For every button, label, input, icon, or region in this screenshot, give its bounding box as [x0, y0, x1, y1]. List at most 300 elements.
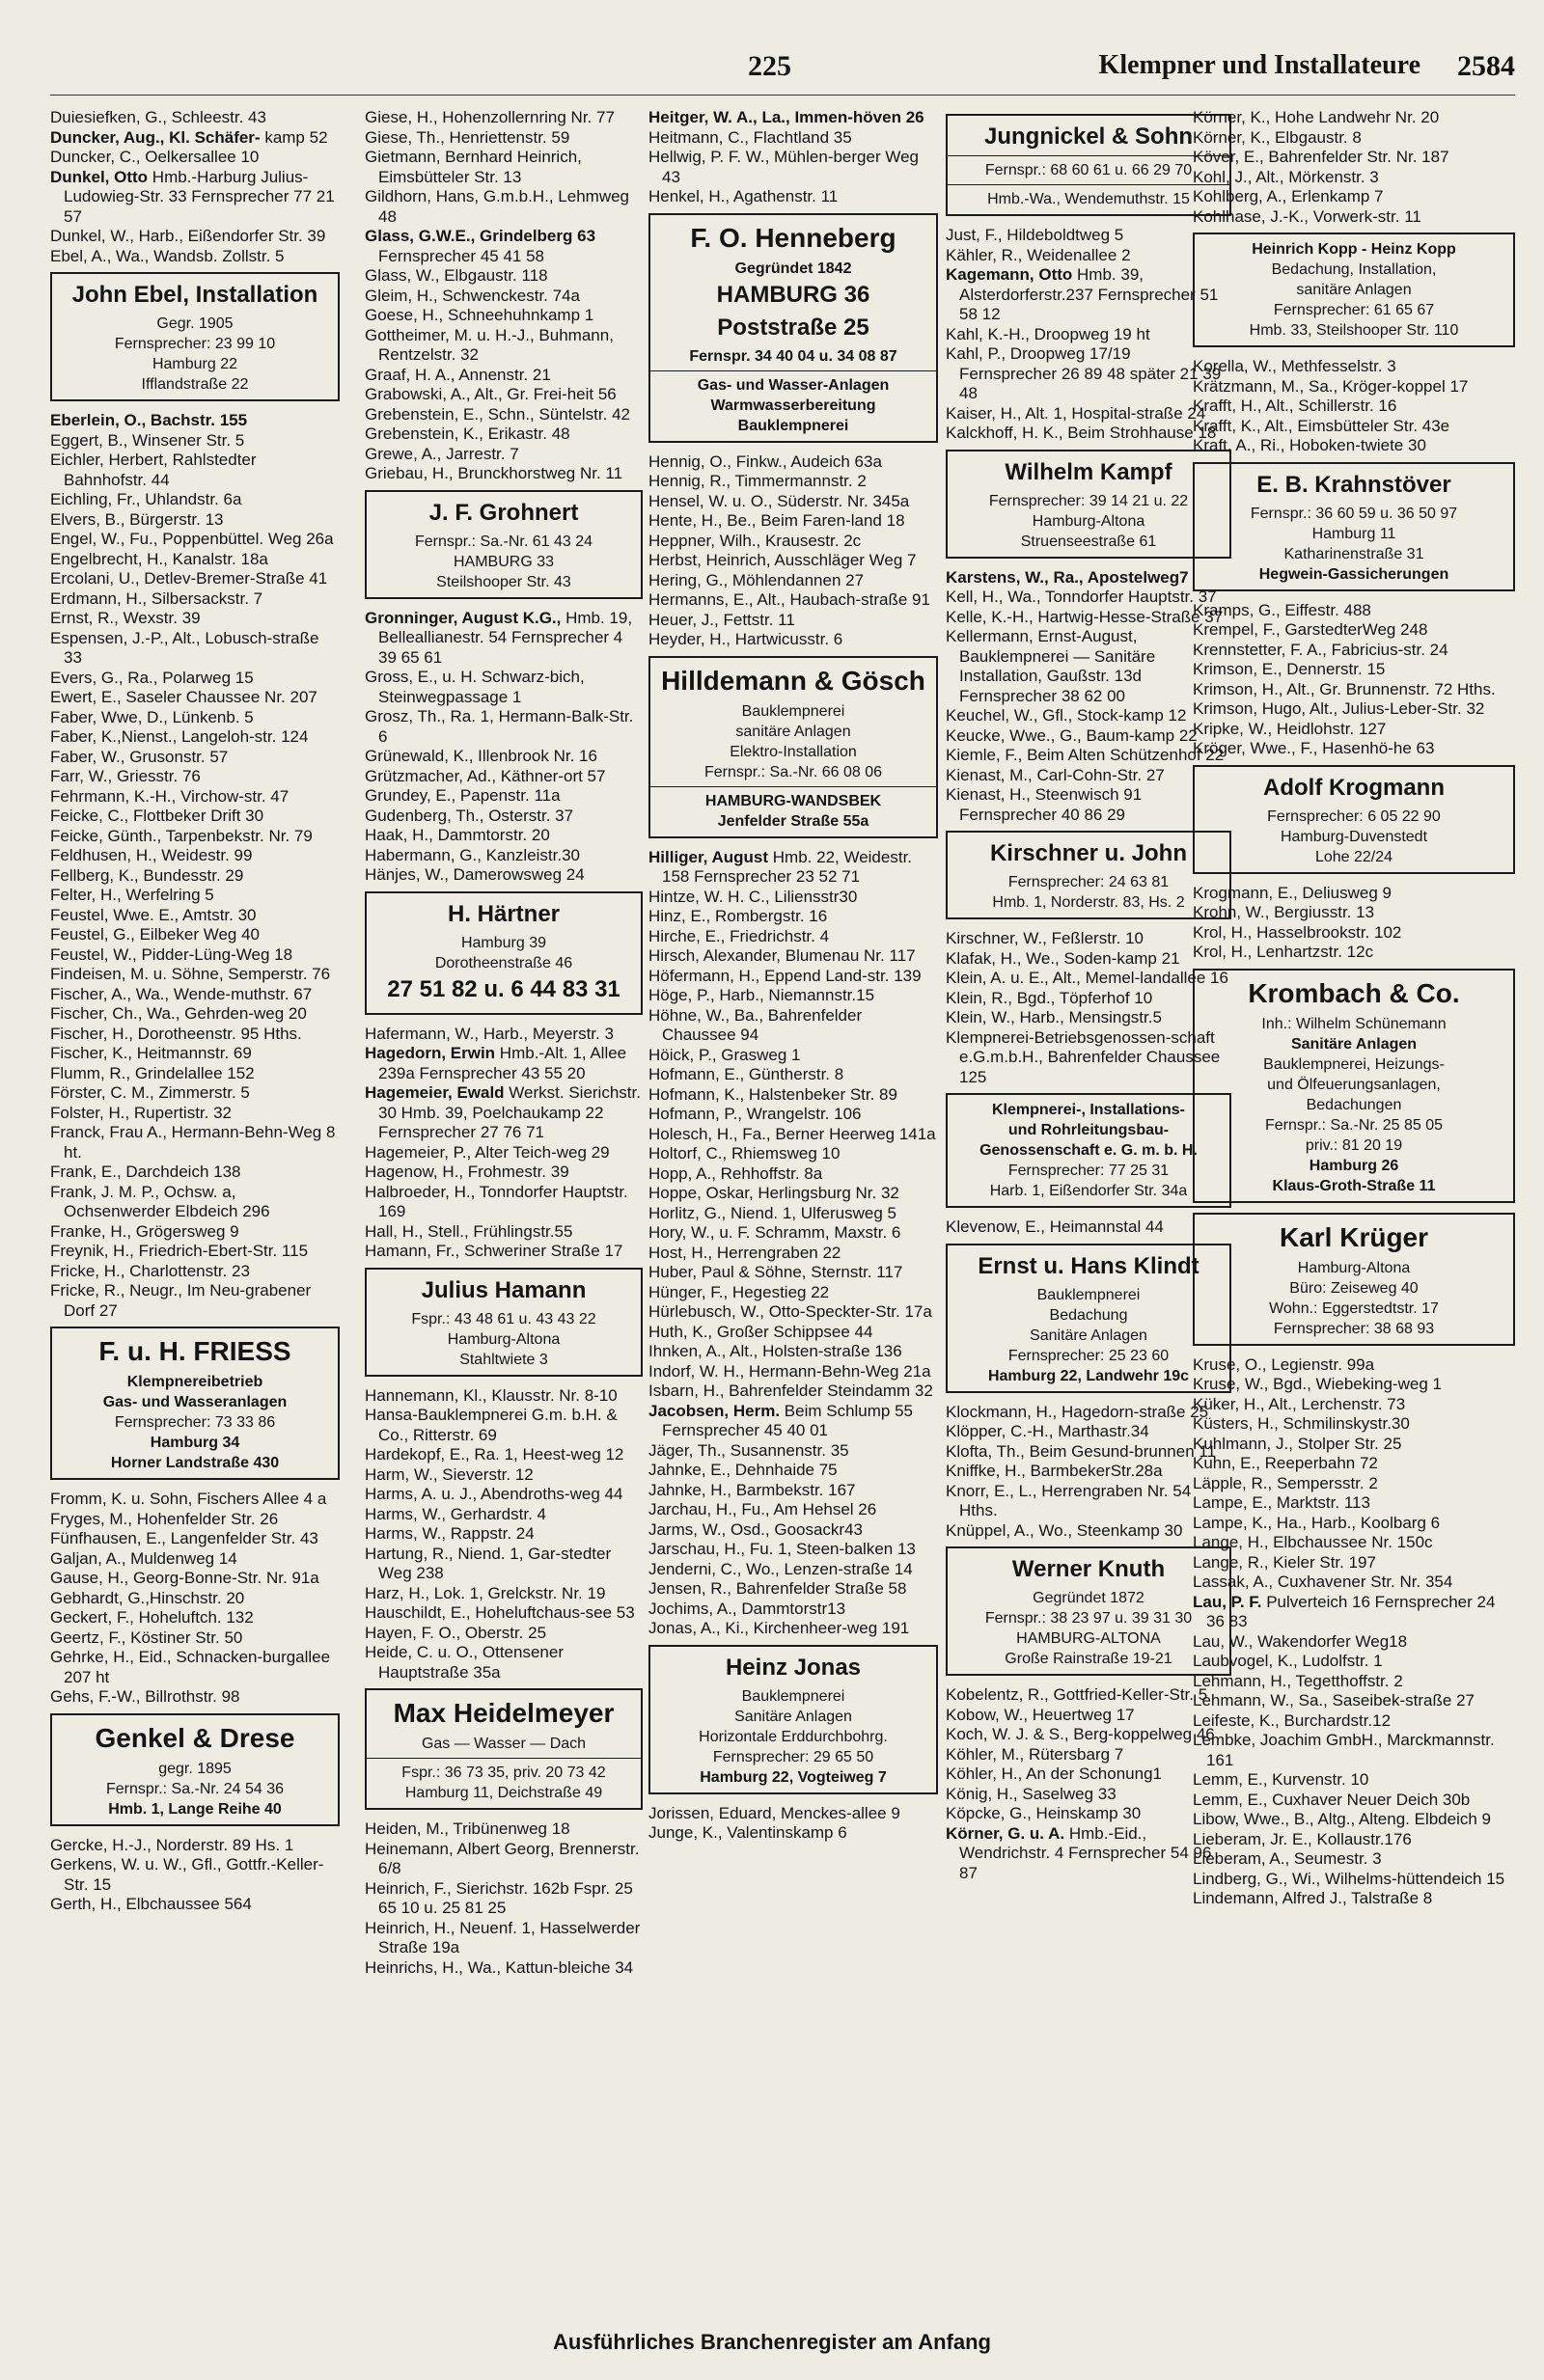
- entry-text: Läpple, R., Sempersstr. 2: [1193, 1473, 1378, 1492]
- directory-entry: [50, 807, 340, 827]
- ad-line: Hamburg-Altona: [1032, 512, 1145, 530]
- entry-text: Körner, K., Elbgaustr. 8: [1193, 127, 1362, 147]
- ad-line: Wilhelm Kampf: [1005, 458, 1172, 485]
- entry-text: Kienast, H., Steenwisch 91 Fernsprecher 40 86 29: [946, 785, 1143, 824]
- entry-text: Hagemeier, P., Alter Teich-weg 29: [365, 1142, 610, 1162]
- entry-text: Klein, W., Harb., Mensingstr.5: [946, 1008, 1162, 1026]
- directory-entry: [648, 532, 938, 552]
- entry-text: Fischer, A., Wa., Wende-muthstr. 67: [50, 984, 313, 1003]
- ad-line: Fernspr.: Sa.-Nr. 25 85 05: [1264, 1116, 1444, 1134]
- ad-line: Dorotheenstraße 46: [434, 954, 573, 971]
- ad-line: Fernspr.: Sa.-Nr. 24 54 36: [105, 1780, 285, 1797]
- directory-entry: [648, 1105, 938, 1125]
- entry-text: Krennstetter, F. A., Fabricius-str. 24: [1193, 640, 1448, 659]
- advertisement-box: [50, 1327, 340, 1480]
- ad-line: Stahltwiete 3: [459, 1351, 548, 1368]
- directory-entry: [946, 246, 1231, 266]
- entry-text: Lampe, E., Marktstr. 113: [1193, 1493, 1370, 1512]
- entry-text: Horlitz, G., Niend. 1, Ulferusweg 5: [648, 1203, 896, 1222]
- directory-entry: [50, 451, 340, 490]
- entry-text: Isbarn, H., Bahrenfelder Steindamm 32: [648, 1381, 933, 1400]
- entry-text: Herbst, Heinrich, Ausschläger Weg 7: [648, 551, 917, 569]
- directory-entry: [648, 927, 938, 947]
- entry-name-bold: Jacobsen, Herm.: [648, 1401, 781, 1420]
- ad-line: Klaus-Groth-Straße 11: [1272, 1177, 1436, 1194]
- directory-entry: [946, 1706, 1231, 1726]
- directory-entry: [1193, 1691, 1515, 1711]
- entry-text: Kruse, O., Legienstr. 99a: [1193, 1354, 1375, 1374]
- directory-entry: [1193, 1770, 1515, 1791]
- entry-text: Hering, G., Möhlendannen 27: [648, 570, 865, 589]
- column-1: [50, 108, 340, 1915]
- ad-line: Horner Landstraße 430: [110, 1455, 280, 1471]
- entry-text: Kähler, R., Weidenallee 2: [946, 245, 1131, 264]
- directory-entry: [648, 1402, 938, 1441]
- advertisement-box: [648, 656, 938, 838]
- entry-text: Grützmacher, Ad., Käthner-ort 57: [365, 766, 606, 785]
- entry-text: Klein, A. u. E., Alt., Memel-landallee 16: [946, 969, 1228, 987]
- advertisement-box: [1193, 1213, 1515, 1346]
- directory-entry: [365, 1163, 643, 1183]
- directory-entry: [648, 848, 938, 888]
- ad-line: Gas — Wasser — Dach: [421, 1736, 587, 1752]
- directory-entry: [50, 1222, 340, 1243]
- entry-text: Hünger, F., Hegestieg 22: [648, 1282, 830, 1301]
- entry-text: Duiesiefken, G., Schleestr. 43: [50, 108, 266, 126]
- entry-text: Kohlhase, J.-K., Vorwerk-str. 11: [1193, 206, 1421, 226]
- entry-text: Galjan, A., Muldenweg 14: [50, 1548, 237, 1568]
- entry-text: Hoppe, Oskar, Herlingsburg Nr. 32: [648, 1184, 899, 1202]
- entry-text: Beim Schlump 55 Fernsprecher 45 40 01: [662, 1401, 914, 1439]
- directory-entry: [365, 1485, 643, 1505]
- entry-text: Kalckhoff, H. K., Beim Strohhause 18: [946, 424, 1217, 442]
- directory-entry: [946, 424, 1231, 444]
- directory-entry: [946, 1008, 1231, 1028]
- directory-entry: [946, 1824, 1231, 1884]
- ad-line: 27 51 82 u. 6 44 83 31: [387, 975, 620, 1002]
- directory-entry: [50, 1083, 340, 1104]
- ad-line: Fspr.: 36 73 35, priv. 20 73 42: [401, 1764, 606, 1781]
- directory-entry: [50, 1589, 340, 1609]
- column-5: [1193, 108, 1515, 1909]
- entry-text: Köhler, H., An der Schonung1: [946, 1764, 1162, 1783]
- ad-line: HAMBURG-WANDSBEK: [704, 792, 882, 809]
- advertisement-box: [365, 891, 643, 1015]
- directory-entry: [1193, 207, 1515, 228]
- entry-text: Fricke, H., Charlottenstr. 23: [50, 1261, 250, 1280]
- directory-entry: [365, 1242, 643, 1262]
- entry-text: Faber, Wwe, D., Lünkenb. 5: [50, 707, 254, 726]
- entry-text: Hänjes, W., Damerowsweg 24: [365, 865, 585, 884]
- entry-text: Kell, H., Wa., Tonndorfer Hauptstr. 37: [946, 588, 1217, 606]
- ad-line: Fspr.: 43 48 61 u. 43 43 22: [411, 1310, 596, 1327]
- directory-entry: [365, 609, 643, 669]
- entry-text: Lemm, E., Cuxhaver Neuer Deich 30b: [1193, 1790, 1471, 1809]
- ad-line: Heinrich Kopp - Heinz Kopp: [1252, 241, 1456, 258]
- directory-entry: [50, 827, 340, 847]
- entry-text: Höfermann, H., Eppend Land-str. 139: [648, 966, 922, 985]
- directory-entry: [648, 1244, 938, 1264]
- entry-text: Lieberam, A., Seumestr. 3: [1193, 1849, 1382, 1868]
- entry-text: Hamann, Fr., Schweriner Straße 17: [365, 1242, 623, 1260]
- entry-text: Harms, A. u. J., Abendroths-weg 44: [365, 1485, 623, 1503]
- entry-text: Hinz, E., Rombergstr. 16: [648, 907, 828, 925]
- entry-text: Gudenberg, Th., Osterstr. 37: [365, 806, 574, 825]
- entry-text: Gerkens, W. u. W., Gfl., Gottfr.-Keller-Str. 15: [50, 1855, 324, 1894]
- entry-text: Lange, R., Kieler Str. 197: [1193, 1552, 1376, 1572]
- entry-text: Keucke, Wwe., G., Baum-kamp 22: [946, 725, 1198, 745]
- entry-text: Förster, C. M., Zimmerstr. 5: [50, 1083, 250, 1102]
- entry-text: Giese, H., Hohenzollernring Nr. 77: [365, 108, 615, 126]
- entry-text: Fünfhausen, E., Langenfelder Str. 43: [50, 1529, 318, 1547]
- entry-text: Holesch, H., Fa., Berner Heerweg 141a: [648, 1124, 936, 1143]
- entry-text: Lehmann, H., Tegetthoffstr. 2: [1193, 1671, 1403, 1690]
- entry-text: Köver, E., Bahrenfelder Str. Nr. 187: [1193, 148, 1449, 166]
- entry-text: Felter, H., Werfelring 5: [50, 886, 214, 904]
- entry-text: Krätzmann, M., Sa., Kröger-koppel 17: [1193, 376, 1469, 396]
- ad-line: und Ölfeuerungsanlagen,: [1267, 1076, 1441, 1093]
- ad-line: Genossenschaft e. G. m. b. H.: [979, 1142, 1198, 1159]
- entry-text: Frank, J. M. P., Ochsw. a, Ochsenwerder Elbdeich 296: [50, 1182, 270, 1220]
- directory-entry: [648, 1500, 938, 1520]
- directory-entry: [1193, 1672, 1515, 1692]
- directory-entry: [50, 708, 340, 728]
- directory-entry: [50, 906, 340, 926]
- directory-entry: [946, 568, 1231, 588]
- column-3: [648, 108, 938, 1844]
- directory-entry: [365, 668, 643, 707]
- entry-text: Freynik, H., Friedrich-Ebert-Str. 115: [50, 1242, 309, 1260]
- ad-line: Hmb. 1, Lange Reihe 40: [108, 1800, 282, 1818]
- entry-text: Hafermann, W., Harb., Meyerstr. 3: [365, 1024, 614, 1043]
- entry-text: Hmb.-Eid., Wendrichstr. 4 Fernsprecher 54 96 87: [959, 1823, 1212, 1882]
- directory-entry: [50, 748, 340, 768]
- entry-text: Geckert, F., Hoheluftch. 132: [50, 1608, 254, 1627]
- directory-entry: [365, 1505, 643, 1525]
- entry-text: Heinrichs, H., Wa., Kattun-bleiche 34: [365, 1957, 634, 1977]
- ad-line: Fernspr.: Sa.-Nr. 66 08 06: [703, 763, 883, 780]
- directory-entry: [1193, 128, 1515, 149]
- advertisement-box: [648, 213, 938, 443]
- directory-entry: [1193, 620, 1515, 641]
- entry-text: Hory, W., u. F. Schramm, Maxstr. 6: [648, 1223, 901, 1242]
- ad-line: Fernspr. 34 40 04 u. 34 08 87: [689, 347, 897, 365]
- entry-text: Feicke, Günth., Tarpenbekstr. Nr. 79: [50, 826, 313, 845]
- entry-text: Eggert, B., Winsener Str. 5: [50, 430, 245, 450]
- ad-line: John Ebel, Installation: [71, 282, 318, 308]
- directory-entry: [1193, 903, 1515, 923]
- directory-entry: [365, 266, 643, 287]
- directory-entry: [1193, 1533, 1515, 1553]
- directory-entry: [50, 1242, 340, 1262]
- directory-entry: [946, 1217, 1231, 1238]
- advertisement-box: [1193, 233, 1515, 347]
- directory-entry: [1193, 943, 1515, 963]
- entry-text: Feustel, W., Pidder-Lüng-Weg 18: [50, 944, 293, 964]
- ad-divider: [948, 155, 1229, 156]
- directory-entry: [946, 404, 1231, 424]
- entry-text: Klöpper, C.-H., Marthastr.34: [946, 1422, 1149, 1440]
- directory-entry: [365, 786, 643, 807]
- ad-line: J. F. Grohnert: [428, 499, 579, 526]
- entry-text: Harm, W., Sieverstr. 12: [365, 1464, 534, 1484]
- directory-entry: [365, 1624, 643, 1644]
- ad-line: Harb. 1, Eißendorfer Str. 34a: [989, 1183, 1188, 1199]
- entry-text: Giese, Th., Henriettenstr. 59: [365, 127, 570, 147]
- ad-line: Klempnerei-, Installations-: [991, 1102, 1186, 1118]
- directory-entry: [50, 886, 340, 906]
- entry-text: Kniffke, H., BarmbekerStr.28a: [946, 1462, 1163, 1480]
- directory-entry: [1193, 1849, 1515, 1870]
- ad-line: Hilldemann & Gösch: [661, 665, 925, 696]
- directory-entry: [648, 1540, 938, 1560]
- directory-entry: [648, 1804, 938, 1824]
- entry-text: Huber, Paul & Söhne, Sternstr. 117: [648, 1263, 903, 1281]
- directory-entry: [648, 187, 938, 207]
- directory-entry: [946, 706, 1231, 726]
- entry-text: Koch, W. J. & S., Berg-koppelweg 46: [946, 1725, 1215, 1743]
- ad-line: Sanitäre Anlagen: [734, 1708, 852, 1725]
- entry-text: Höick, P., Grasweg 1: [648, 1045, 801, 1064]
- entry-name-bold: Karstens, W., Ra., Apostelweg7: [946, 567, 1189, 587]
- directory-entry: [50, 1836, 340, 1856]
- entry-text: Klevenow, E., Heimannstal 44: [946, 1217, 1164, 1236]
- directory-entry: [1193, 660, 1515, 680]
- entry-text: Kohlberg, A., Erlenkamp 7: [1193, 187, 1384, 205]
- entry-text: Heinrich, F., Sierichstr. 162b Fspr. 25 65 10 u. 25 81 25: [365, 1878, 633, 1917]
- entry-text: Henkel, H., Agathenstr. 11: [648, 187, 839, 205]
- directory-entry: [946, 1521, 1231, 1542]
- entry-text: Kahl, P., Droopweg 17/19 Fernsprecher 26 89 48 später 21 39 48: [946, 344, 1222, 402]
- entry-text: Feustel, G., Eilbeker Weg 40: [50, 925, 261, 944]
- directory-entry: [365, 187, 643, 227]
- directory-entry: [648, 1461, 938, 1481]
- entry-text: Grundey, E., Papenstr. 11a: [365, 786, 561, 805]
- entry-text: Jarschau, H., Fu. 1, Steen-balken 13: [648, 1540, 916, 1558]
- entry-text: Graaf, H. A., Annenstr. 21: [365, 365, 551, 384]
- directory-entry: [365, 807, 643, 827]
- ad-line: Gas- und Wasseranlagen: [102, 1394, 288, 1410]
- entry-name-bold: Hilliger, August: [648, 847, 769, 866]
- ad-line: Bedachungen: [1306, 1096, 1402, 1113]
- directory-entry: [1193, 187, 1515, 207]
- directory-entry: [648, 1144, 938, 1164]
- entry-text: Klafak, H., We., Soden-kamp 21: [946, 948, 1180, 968]
- entry-text: Kraft, A., Ri., Hoboken-twiete 30: [1193, 436, 1426, 454]
- entry-text: Heiden, M., Tribünenweg 18: [365, 1819, 570, 1838]
- directory-entry: [365, 707, 643, 747]
- directory-entry: [648, 1381, 938, 1402]
- ad-line: Gegr. 1905: [156, 315, 234, 332]
- entry-text: Gause, H., Georg-Bonne-Str. Nr. 91a: [50, 1569, 319, 1587]
- directory-entry: [1193, 739, 1515, 759]
- entry-text: Lampe, K., Ha., Harb., Koolbarg 6: [1193, 1513, 1441, 1532]
- ad-line: Hmb. 33, Steilshooper Str. 110: [1249, 322, 1459, 339]
- ad-line: Klempnereibetrieb: [126, 1374, 263, 1390]
- directory-entry: [1193, 1632, 1515, 1653]
- directory-entry: [365, 108, 643, 128]
- directory-entry: [50, 767, 340, 787]
- directory-entry: [1193, 1573, 1515, 1593]
- entry-name-bold: Duncker, Aug., Kl. Schäfer-: [50, 127, 261, 147]
- entry-text: Grabowski, A., Alt., Gr. Frei-heit 56: [365, 385, 617, 403]
- entry-text: Klempnerei-Betriebsgenossen-schaft e.G.m.b.H., Bahrenfelder Chaussee 125: [946, 1027, 1221, 1086]
- entry-text: Elvers, B., Bürgerstr. 13: [50, 509, 224, 529]
- entry-text: Jonas, A., Ki., Kirchenheer-weg 191: [648, 1619, 910, 1637]
- entry-text: Jorissen, Eduard, Menckes-allee 9: [648, 1803, 900, 1822]
- entry-text: Frank, E., Darchdeich 138: [50, 1163, 241, 1181]
- ad-divider: [650, 370, 936, 371]
- ad-line: Poststraße 25: [717, 314, 869, 341]
- ad-line: Hamburg 22, Landwehr 19c: [987, 1367, 1190, 1384]
- directory-entry: [50, 411, 340, 431]
- entry-text: Erdmann, H., Silbersackstr. 7: [50, 588, 263, 608]
- directory-entry: [648, 571, 938, 591]
- entry-text: Gebhardt, G.,Hinschstr. 20: [50, 1588, 245, 1607]
- entry-text: Dunkel, W., Harb., Eißendorfer Str. 39: [50, 227, 326, 245]
- ad-line: Max Heidelmeyer: [393, 1698, 615, 1728]
- entry-text: Fryges, M., Hohenfelder Str. 26: [50, 1509, 279, 1528]
- ad-line: HAMBURG-ALTONA: [1016, 1630, 1161, 1647]
- entry-text: Hennig, O., Finkw., Audeich 63a: [648, 451, 882, 471]
- entry-text: Küsters, H., Schmilinskystr.30: [1193, 1414, 1410, 1433]
- entry-text: Grebenstein, K., Erikastr. 48: [365, 424, 570, 443]
- advertisement-box: [648, 1645, 938, 1794]
- ad-line: Fernsprecher: 29 65 50: [712, 1748, 874, 1765]
- entry-text: Ewert, E., Saseler Chaussee Nr. 207: [50, 688, 317, 706]
- entry-text: Krimson, Hugo, Alt., Julius-Leber-Str. 32: [1193, 699, 1485, 718]
- entry-text: Körner, K., Hohe Landwehr Nr. 20: [1193, 108, 1440, 126]
- entry-text: Klofta, Th., Beim Gesund-brunnen 11: [946, 1441, 1217, 1461]
- directory-entry: [946, 588, 1231, 608]
- ad-line: Gegründet 1842: [734, 260, 852, 277]
- entry-text: Host, H., Herrengraben 22: [648, 1243, 841, 1262]
- directory-entry: [1193, 1593, 1515, 1632]
- directory-entry: [365, 326, 643, 366]
- directory-entry: [1193, 436, 1515, 456]
- directory-entry: [365, 464, 643, 484]
- directory-entry: [1193, 357, 1515, 377]
- directory-entry: [946, 608, 1231, 628]
- entry-text: Jochims, A., Dammtorstr13: [648, 1599, 846, 1618]
- entry-text: König, H., Saselweg 33: [946, 1784, 1117, 1803]
- directory-entry: [1193, 1889, 1515, 1909]
- ad-line: Hamburg 11, Deichstraße 49: [404, 1785, 603, 1801]
- entry-text: Hayen, F. O., Oberstr. 25: [365, 1623, 547, 1642]
- entry-text: Hauschildt, E., Hoheluftchaus-see 53: [365, 1603, 635, 1622]
- directory-entry: [50, 1281, 340, 1321]
- ad-divider: [948, 184, 1229, 185]
- directory-entry: [946, 785, 1231, 825]
- directory-entry: [1193, 720, 1515, 740]
- directory-entry: [50, 247, 340, 267]
- directory-entry: [365, 1083, 643, 1143]
- entry-text: Knüppel, A., Wo., Steenkamp 30: [946, 1520, 1183, 1540]
- directory-entry: [365, 1958, 643, 1979]
- entry-text: Lange, H., Elbchaussee Nr. 150c: [1193, 1533, 1433, 1551]
- directory-entry: [648, 108, 938, 128]
- entry-text: Jahnke, H., Barmbekstr. 167: [648, 1480, 856, 1499]
- ad-line: Julius Hamann: [421, 1276, 587, 1303]
- ad-line: Sanitäre Anlagen: [1030, 1327, 1147, 1344]
- ad-line: Fernsprecher: 24 63 81: [1007, 874, 1170, 890]
- entry-text: Pulverteich 16 Fernsprecher 24 36 83: [1206, 1592, 1496, 1630]
- entry-text: Espensen, J.-P., Alt., Lobusch-straße 33: [50, 628, 319, 667]
- directory-entry: [50, 727, 340, 748]
- ad-line: Karl Krüger: [1279, 1221, 1429, 1252]
- page-header: [58, 50, 1515, 93]
- entry-text: Kellermann, Ernst-August, Bauklempnerei — Sanitäre Installation, Gaußstr. 13d Fernsprecher 38 62 00: [946, 627, 1156, 705]
- directory-entry: [648, 986, 938, 1006]
- ad-line: Bauklempnerei: [741, 702, 845, 720]
- entry-text: Kruse, W., Bgd., Wiebeking-weg 1: [1193, 1375, 1442, 1393]
- directory-entry: [648, 1125, 938, 1145]
- directory-entry: [648, 1823, 938, 1844]
- entry-text: Indorf, W. H., Hermann-Behn-Weg 21a: [648, 1361, 931, 1381]
- entry-text: Hartung, R., Niend. 1, Gar-stedter Weg 238: [365, 1544, 612, 1582]
- entry-text: Evers, G., Ra., Polarweg 15: [50, 668, 254, 687]
- directory-entry: [946, 989, 1231, 1009]
- ad-line: Hmb.-Wa., Wendemuthstr. 15: [987, 191, 1190, 207]
- directory-entry: [1193, 1454, 1515, 1474]
- directory-entry: [50, 1510, 340, 1530]
- entry-text: Werkst. Sierichstr. 30 Hmb. 39, Poelchaukamp 22 Fernsprecher 27 76 71: [378, 1083, 641, 1141]
- entry-text: Holtorf, C., Rhiemsweg 10: [648, 1144, 841, 1163]
- directory-entry: [50, 1648, 340, 1687]
- ad-line: Jungnickel & Sohn: [983, 123, 1194, 150]
- directory-entry: [50, 1855, 340, 1895]
- ad-line: Gas- und Wasser-Anlagen: [697, 376, 890, 394]
- entry-text: Lembke, Joachim GmbH., Marckmannstr. 161: [1193, 1731, 1495, 1769]
- section-title: Klempner und Installateure: [1098, 50, 1420, 80]
- directory-entry: [365, 1603, 643, 1624]
- ad-line: Lohe 22/24: [1314, 848, 1393, 865]
- entry-text: Grosz, Th., Ra. 1, Hermann-Balk-Str. 6: [365, 707, 634, 746]
- ad-line: Fernsprecher: 6 05 22 90: [1267, 807, 1441, 825]
- ad-line: Inh.: Wilhelm Schünemann: [1261, 1015, 1447, 1032]
- ad-line: Hamburg-Altona: [1297, 1259, 1411, 1276]
- directory-entry: [1193, 1514, 1515, 1534]
- directory-entry: [365, 1545, 643, 1584]
- entry-text: Fehrmann, K.-H., Virchow-str. 47: [50, 786, 290, 806]
- entry-text: Jarms, W., Osd., Goosackr43: [648, 1519, 864, 1539]
- entry-text: Jahnke, E., Dehnhaide 75: [648, 1461, 838, 1479]
- directory-entry: [648, 1164, 938, 1185]
- ad-line: Warmwasserbereitung: [710, 397, 876, 414]
- directory-entry: [648, 511, 938, 532]
- entry-text: Hofmann, E., Güntherstr. 8: [648, 1065, 844, 1083]
- entry-text: Heyder, H., Hartwicusstr. 6: [648, 630, 843, 648]
- directory-entry: [50, 787, 340, 807]
- directory-entry: [365, 1143, 643, 1163]
- ad-line: Hamburg-Altona: [447, 1330, 561, 1348]
- directory-entry: [1193, 1731, 1515, 1770]
- directory-entry: [1193, 1355, 1515, 1376]
- directory-entry: [365, 1524, 643, 1545]
- entry-text: Hirsch, Alexander, Blumenau Nr. 117: [648, 946, 916, 965]
- ad-line: Katharinenstraße 31: [1283, 545, 1424, 562]
- entry-text: Lemm, E., Kurvenstr. 10: [1193, 1770, 1369, 1789]
- directory-entry: [1193, 1652, 1515, 1672]
- directory-entry: [50, 1123, 340, 1163]
- directory-entry: [648, 630, 938, 650]
- directory-entry: [50, 846, 340, 866]
- entry-text: Leifeste, K., Burchardstr.12: [1193, 1710, 1392, 1730]
- entry-text: Lindemann, Alfred J., Talstraße 8: [1193, 1889, 1433, 1907]
- entry-text: Kramps, G., Eiffestr. 488: [1193, 600, 1371, 619]
- entry-text: Gehs, F.-W., Billrothstr. 98: [50, 1687, 240, 1706]
- directory-entry: [946, 766, 1231, 786]
